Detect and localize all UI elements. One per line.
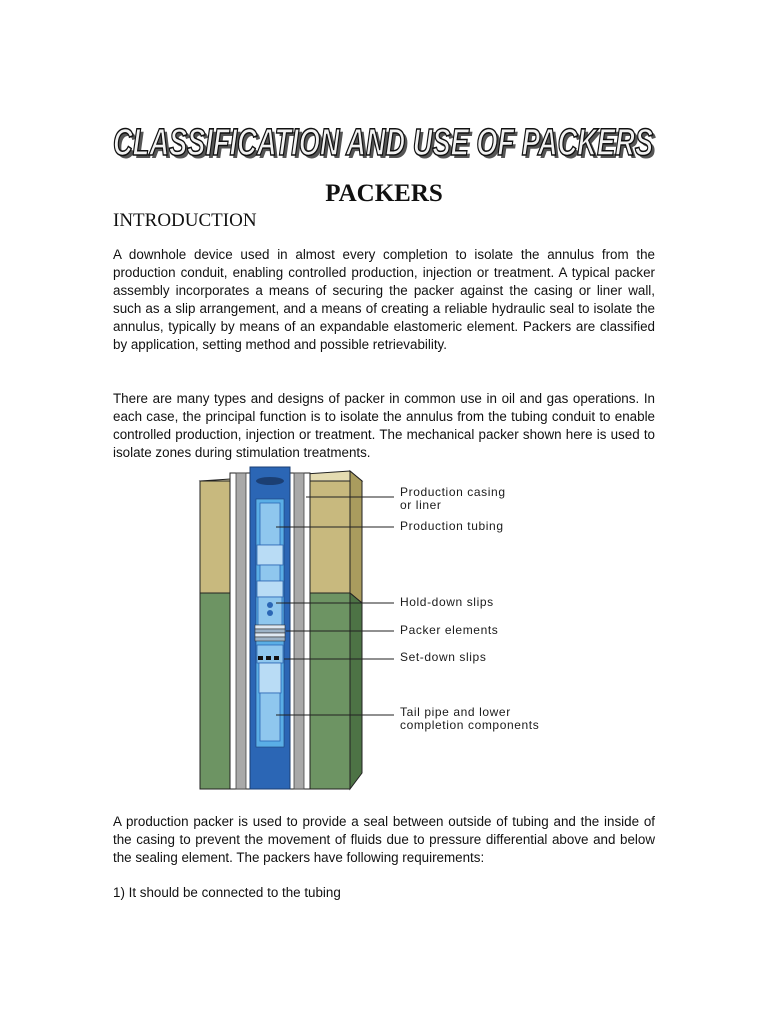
packer-diagram	[190, 463, 590, 799]
label-packer-elements: Packer elements	[400, 623, 499, 637]
label-casing-2: or liner	[400, 498, 442, 512]
paragraph-intro: A downhole device used in almost every completion to isolate the annulus from the production conduit, enabling controlled production, injection or treatment. A typical packer assembly incorporates a means of securing the packer against the casing or liner wall, such as a slip arrangement, and a means of creating a reliable hydraulic seal to isolate the annulus, typically by means of an expandable elastomeric element. Packers are classified by application, setting method and possible retrievability.	[113, 247, 655, 352]
label-tailpipe-2: completion components	[400, 718, 540, 732]
tubing-string	[250, 467, 290, 789]
label-tailpipe-1: Tail pipe and lower	[400, 705, 511, 719]
paragraph-production-packer: A production packer is used to provide a seal between outside of tubing and the inside of the casing to prevent the movement of fluids due to pressure differential above and below the sealing element. The packers have following requirements:	[113, 814, 655, 865]
banner-title-shadow: CLASSIFICATION AND USE OF PACKERS	[116, 125, 656, 167]
paragraph-types: There are many types and designs of packer in common use in oil and gas operations. In each case, the principal function is to isolate the annulus from the tubing conduit to enable controlled production, injection or treatment. The mechanical packer shown here is used to isolate zones during stimulation treatments.	[113, 391, 655, 460]
label-holddown-slips: Hold-down slips	[400, 595, 494, 609]
page-heading: PACKERS	[325, 180, 443, 207]
section-subheading: INTRODUCTION	[113, 210, 257, 231]
list-item: 1) It should be connected to the tubing	[113, 885, 341, 900]
title-banner	[104, 112, 664, 172]
label-tubing: Production tubing	[400, 519, 504, 533]
label-setdown-slips: Set-down slips	[400, 650, 487, 664]
casing-left	[236, 473, 246, 789]
banner-title: CLASSIFICATION AND USE OF PACKERS	[113, 122, 653, 164]
label-casing-1: Production casing	[400, 485, 506, 499]
